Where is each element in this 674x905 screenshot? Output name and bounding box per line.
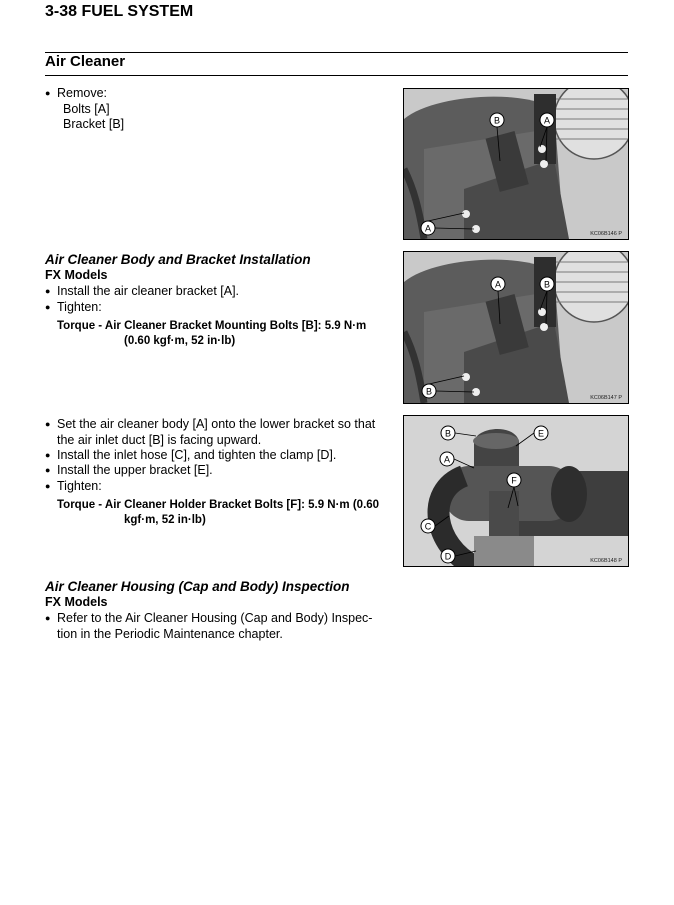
figure-3-callout-b-label: B xyxy=(444,428,452,439)
figure-3-callout-f-label: F xyxy=(511,475,517,486)
assembly-bullet-1 xyxy=(45,417,407,448)
figure-2-illustration xyxy=(404,252,628,403)
inspection-heading: Air Cleaner Housing (Cap and Body) Inspection xyxy=(45,579,350,594)
assembly-bullet-2: ● Install the inlet hose [C], and tighten the clamp [D]. xyxy=(45,448,407,464)
assembly-bullet-1-line-2: the air inlet duct [B] is facing upward. xyxy=(57,432,262,447)
torque-spec-1-line-1: Torque - Air Cleaner Bracket Mounting Bolts [B]: 5.9 N·m xyxy=(57,320,367,332)
inspection-bullet-line-1: ● Refer to the Air Cleaner Housing (Cap and Body) Inspec- xyxy=(57,611,373,625)
remove-item-bolts: Bolts [A] xyxy=(63,102,110,116)
figure-3-code: KC06B148 P xyxy=(590,558,622,564)
installation-bullet-2: ● Tighten: xyxy=(45,300,407,316)
torque-spec-2-line-2: kgf·m, 52 in·lb) xyxy=(124,514,206,526)
figure-2-callout-b-bottom-label: B xyxy=(425,386,433,397)
figure-2-photo xyxy=(403,251,629,404)
inspection-bullet xyxy=(45,611,407,642)
figure-3-illustration xyxy=(404,416,628,566)
assembly-bullet-4: ● Tighten: xyxy=(45,479,407,495)
figure-3-photo xyxy=(403,415,629,567)
figure-1-callout-a-top-label: A xyxy=(543,115,551,126)
installation-models: FX Models xyxy=(45,268,108,282)
assembly-bullet-1-line-1: ● Set the air cleaner body [A] onto the lower bracket so that xyxy=(57,417,376,431)
torque-spec-1-line-2: (0.60 kgf·m, 52 in·lb) xyxy=(124,335,236,347)
figure-1-code: KC06B146 P xyxy=(590,231,622,237)
figure-3-callout-c-label: C xyxy=(424,521,432,532)
figure-1-callout-a-bottom-label: A xyxy=(424,223,432,234)
inspection-bullet-line-2: tion in the Periodic Maintenance chapter. xyxy=(57,626,283,641)
figure-3-callout-a-label: A xyxy=(443,454,451,465)
section-title: Air Cleaner xyxy=(45,53,126,70)
figure-2-callout-a-label: A xyxy=(494,279,502,290)
installation-bullet-1: ● Install the air cleaner bracket [A]. xyxy=(45,284,407,300)
figure-1-callout-b-label: B xyxy=(493,115,501,126)
page-header: 3-38 FUEL SYSTEM xyxy=(45,3,194,20)
figure-1-illustration xyxy=(404,89,628,239)
figure-3-callout-d-label: D xyxy=(444,551,452,562)
installation-heading: Air Cleaner Body and Bracket Installation xyxy=(45,252,311,267)
torque-spec-2 xyxy=(57,498,392,528)
inspection-models: FX Models xyxy=(45,595,108,609)
section-top-rule xyxy=(45,52,628,53)
remove-bullet: ● Remove: xyxy=(45,86,407,102)
figure-1-photo xyxy=(403,88,629,240)
torque-spec-2-line-1: Torque - Air Cleaner Holder Bracket Bolts [F]: 5.9 N·m (0.60 xyxy=(57,499,380,511)
assembly-bullet-3: ● Install the upper bracket [E]. xyxy=(45,463,407,479)
figure-2-code: KC06B147 P xyxy=(590,395,622,401)
figure-3-callout-e-label: E xyxy=(537,428,545,439)
remove-item-bracket: Bracket [B] xyxy=(63,117,125,131)
figure-2-callout-b-top-label: B xyxy=(543,279,551,290)
torque-spec-1 xyxy=(57,319,392,349)
section-bottom-rule xyxy=(45,75,628,76)
